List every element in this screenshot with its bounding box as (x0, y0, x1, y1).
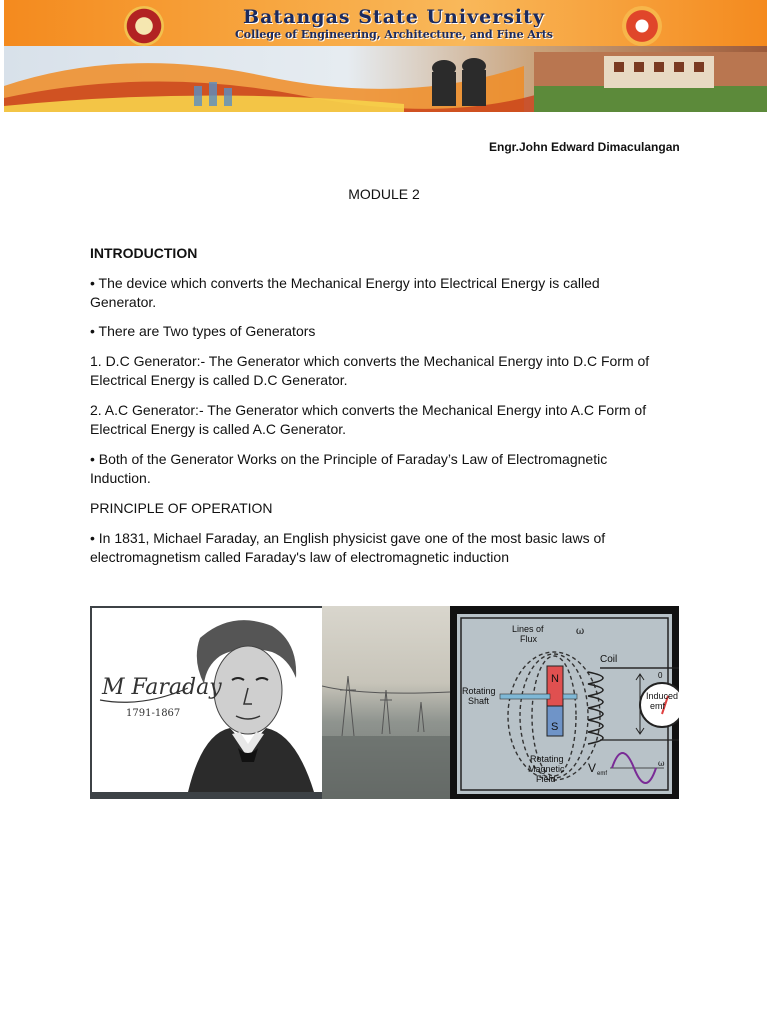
generator-diagram (450, 606, 679, 799)
header-banner (4, 0, 767, 112)
v-emf-subscript: emf (597, 771, 608, 777)
induced-emf-label-1: Induced (646, 691, 679, 701)
induced-emf-label-2: emf (650, 701, 666, 711)
v-emf-label: V (588, 761, 597, 775)
coil-label: Coil (600, 654, 618, 665)
generator-schematic (450, 606, 679, 799)
banner-photo-collage (4, 46, 767, 112)
rotating-field-label-2: Magnetic (528, 764, 565, 774)
principle-heading: PRINCIPLE OF OPERATION (90, 500, 273, 516)
meter-zero-label: 0 (658, 671, 663, 680)
introduction-heading: INTRODUCTION (90, 245, 198, 261)
portrait-caption: 1791-1867 (126, 708, 181, 719)
lines-of-flux-label-1: Lines of (512, 624, 544, 634)
intro-paragraph-3: 1. D.C Generator:- The Generator which converts the Mechanical Energy into D.C Form of Electrical Energy is called D.C Generator. (90, 353, 650, 388)
faraday-portrait (92, 608, 322, 792)
intro-paragraph-4: 2. A.C Generator:- The Generator which converts the Mechanical Energy into A.C Form of Electrical Energy is called A.C Generator. (90, 402, 647, 437)
college-name: College of Engineering, Architecture, and Fine Arts (234, 28, 553, 41)
rotating-shaft-label-2: Shaft (468, 696, 490, 706)
college-seal-icon (622, 6, 662, 46)
rotating-field-label-1: Rotating (530, 754, 564, 764)
south-pole-label: S (551, 721, 559, 733)
university-name: Batangas State University (243, 6, 545, 28)
intro-paragraph-5: • Both of the Generator Works on the Principle of Faraday’s Law of Electromagnetic Induction. (90, 451, 608, 486)
omega-label: ω (576, 626, 585, 637)
faraday-signature: M Faraday (102, 675, 222, 700)
intro-paragraph-1: • The device which converts the Mechanical Energy into Electrical Energy is called Generator. (90, 275, 600, 310)
rotating-shaft-label-1: Rotating (462, 686, 496, 696)
banner-collage-graphic (4, 46, 767, 112)
author-name: Engr.John Edward Dimaculangan (489, 140, 680, 154)
portrait-engraving (92, 608, 322, 792)
faraday-figure (90, 606, 679, 799)
lines-of-flux-label-2: Flux (520, 634, 538, 644)
wave-omega-label: ω (658, 759, 665, 768)
principle-paragraph: • In 1831, Michael Faraday, an English physicist gave one of the most basic laws of electromagnetism called Faraday's law of electromagnetic induction (90, 530, 606, 565)
intro-paragraph-2: • There are Two types of Generators (90, 323, 316, 339)
module-title: MODULE 2 (348, 186, 420, 202)
power-lines-graphic (322, 606, 450, 799)
university-seal-icon (124, 6, 164, 46)
landscape-strip (322, 606, 450, 799)
north-pole-label: N (551, 673, 559, 685)
rotating-field-label-3: Field (536, 774, 556, 784)
current-label: i (672, 656, 674, 666)
